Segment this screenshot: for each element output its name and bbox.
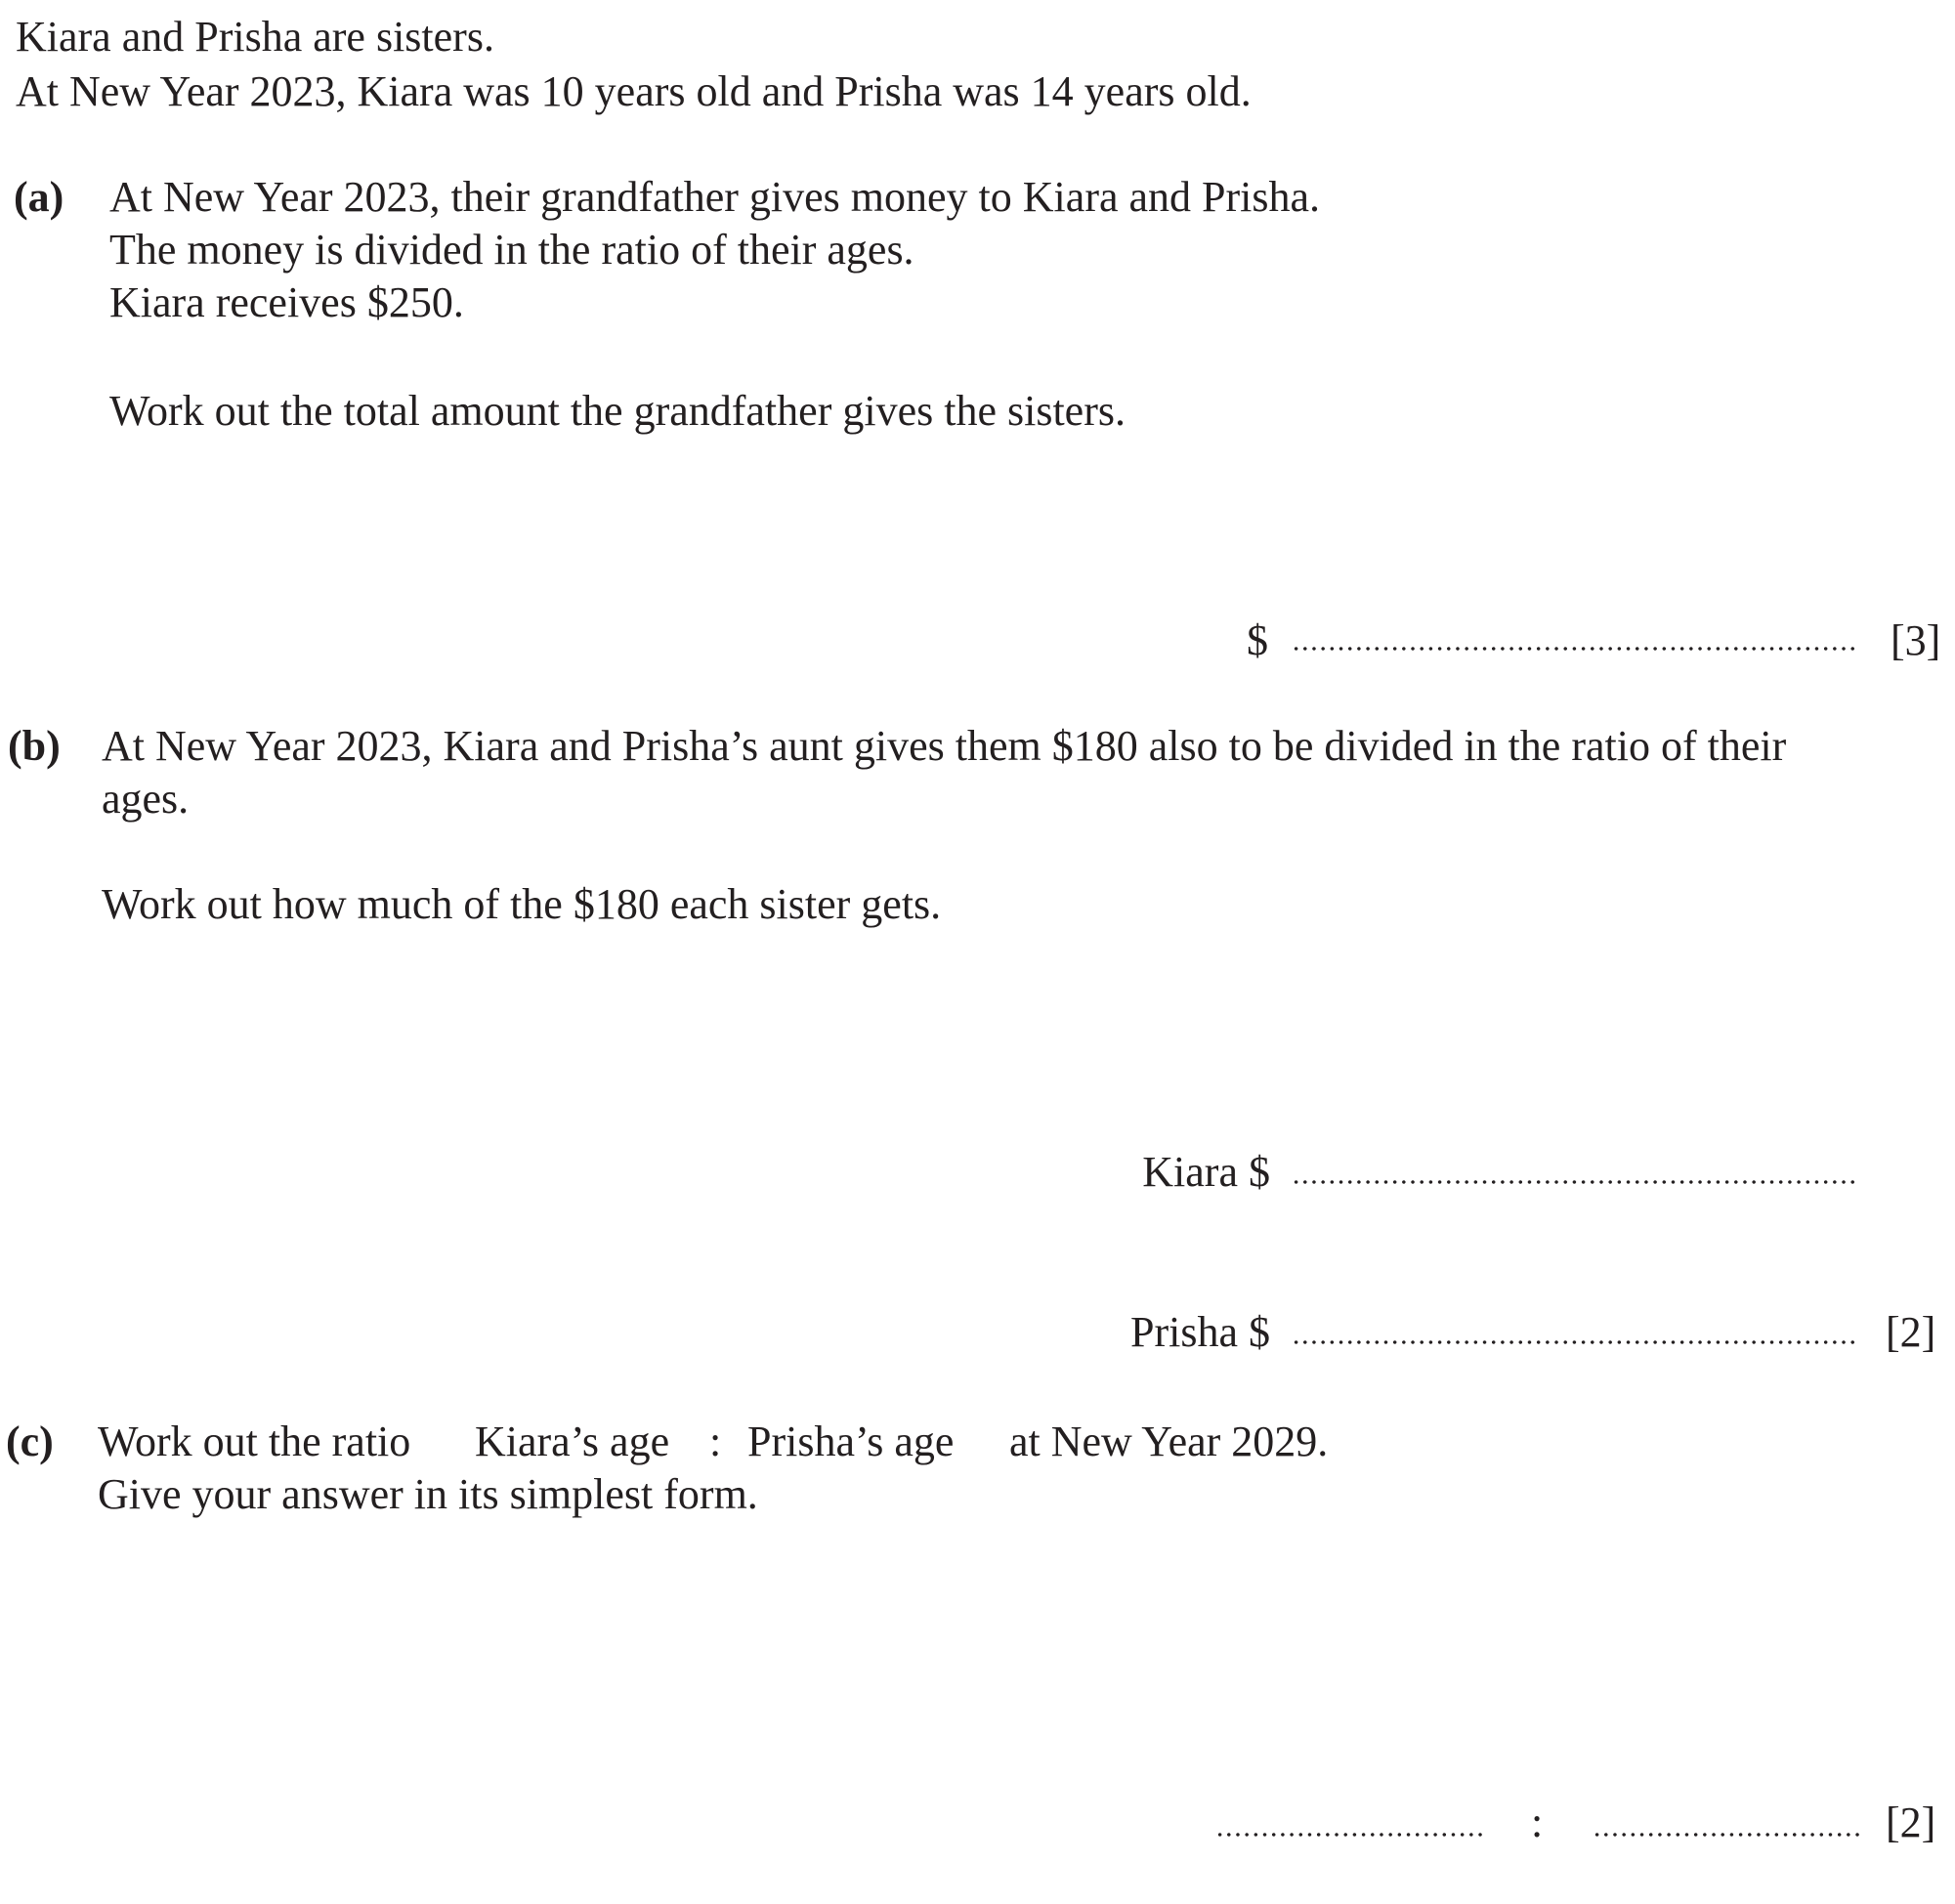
part-c-line-1-kiara: Kiara’s age — [475, 1417, 670, 1465]
part-c-line-1-intro: Work out the ratio — [98, 1417, 411, 1465]
part-c-answer-right-line[interactable] — [1593, 1833, 1861, 1837]
intro-line-2: At New Year 2023, Kiara was 10 years old and Prisha was 14 years old. — [16, 67, 1252, 115]
part-c-answer-left-line[interactable] — [1215, 1833, 1484, 1837]
part-b-question: Work out how much of the $180 each sister gets. — [102, 880, 942, 928]
part-c-line-1-colon: : — [709, 1417, 722, 1465]
part-c-line-2: Give your answer in its simplest form. — [98, 1470, 758, 1518]
part-a-answer-line[interactable] — [1292, 647, 1854, 651]
part-a-answer-prefix: $ — [1247, 616, 1268, 664]
part-a-line-2: The money is divided in the ratio of their ages. — [109, 226, 914, 274]
part-a-line-3: Kiara receives $250. — [109, 278, 464, 326]
part-b-line-1: At New Year 2023, Kiara and Prisha’s aunt gives them $180 also to be divided in the ratio of their — [102, 722, 1787, 770]
part-c-label: (c) — [6, 1417, 54, 1465]
part-b-marks: [2] — [1886, 1308, 1936, 1356]
part-a-label: (a) — [14, 173, 64, 221]
part-b-prisha-label: Prisha $ — [1130, 1308, 1270, 1356]
intro-line-1: Kiara and Prisha are sisters. — [16, 13, 494, 61]
part-a-line-1: At New Year 2023, their grandfather gives money to Kiara and Prisha. — [109, 173, 1321, 221]
part-b-kiara-answer-line[interactable] — [1292, 1180, 1854, 1184]
part-a-question: Work out the total amount the grandfather gives the sisters. — [109, 387, 1126, 435]
part-a-marks: [3] — [1891, 616, 1941, 664]
part-c-answer-colon: : — [1531, 1798, 1544, 1846]
part-b-kiara-label: Kiara $ — [1142, 1148, 1270, 1196]
part-c-line-1-prisha: Prisha’s age — [747, 1417, 955, 1465]
part-b-label: (b) — [8, 722, 61, 770]
part-b-line-2: ages. — [102, 775, 190, 823]
part-c-line-1-end: at New Year 2029. — [1009, 1417, 1329, 1465]
part-b-prisha-answer-line[interactable] — [1292, 1340, 1854, 1344]
part-c-marks: [2] — [1886, 1798, 1936, 1846]
